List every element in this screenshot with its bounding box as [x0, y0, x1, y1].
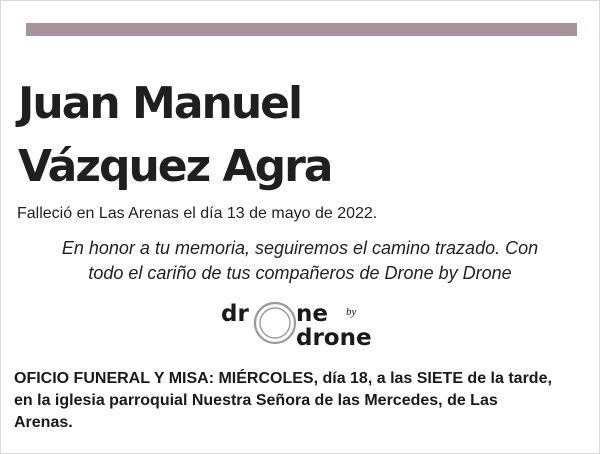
- tribute-message: [20, 236, 580, 286]
- drone-by-drone-logo: [218, 296, 388, 352]
- funeral-line-1: OFICIO FUNERAL Y MISA: MIÉRCOLES, día 18, a las SIETE de la tarde,: [14, 370, 552, 387]
- funeral-details: [14, 368, 586, 434]
- decorative-top-bar: [26, 23, 577, 36]
- death-info: Falleció en Las Arenas el día 13 de mayo de 2022.: [17, 205, 378, 222]
- deceased-name-first: Juan Manuel: [18, 78, 302, 129]
- tribute-line-2: todo el cariño de tus compañeros de Drone by Drone: [88, 263, 512, 283]
- tribute-line-1: En honor a tu memoria, seguiremos el camino trazado. Con: [61, 238, 539, 258]
- logo-word1-left: dr: [221, 301, 249, 327]
- funeral-line-2: en la iglesia parroquial Nuestra Señora de las Mercedes, de Las: [14, 392, 498, 409]
- deceased-name-last: Vázquez Agra: [18, 141, 332, 192]
- logo-word2: drone: [296, 325, 372, 351]
- logo-by: by: [346, 306, 357, 318]
- logo-word1-right: ne: [296, 301, 328, 327]
- logo-ring-inner: [260, 308, 290, 338]
- funeral-line-3: Arenas.: [14, 414, 73, 431]
- logo-ring-outer: [255, 303, 295, 343]
